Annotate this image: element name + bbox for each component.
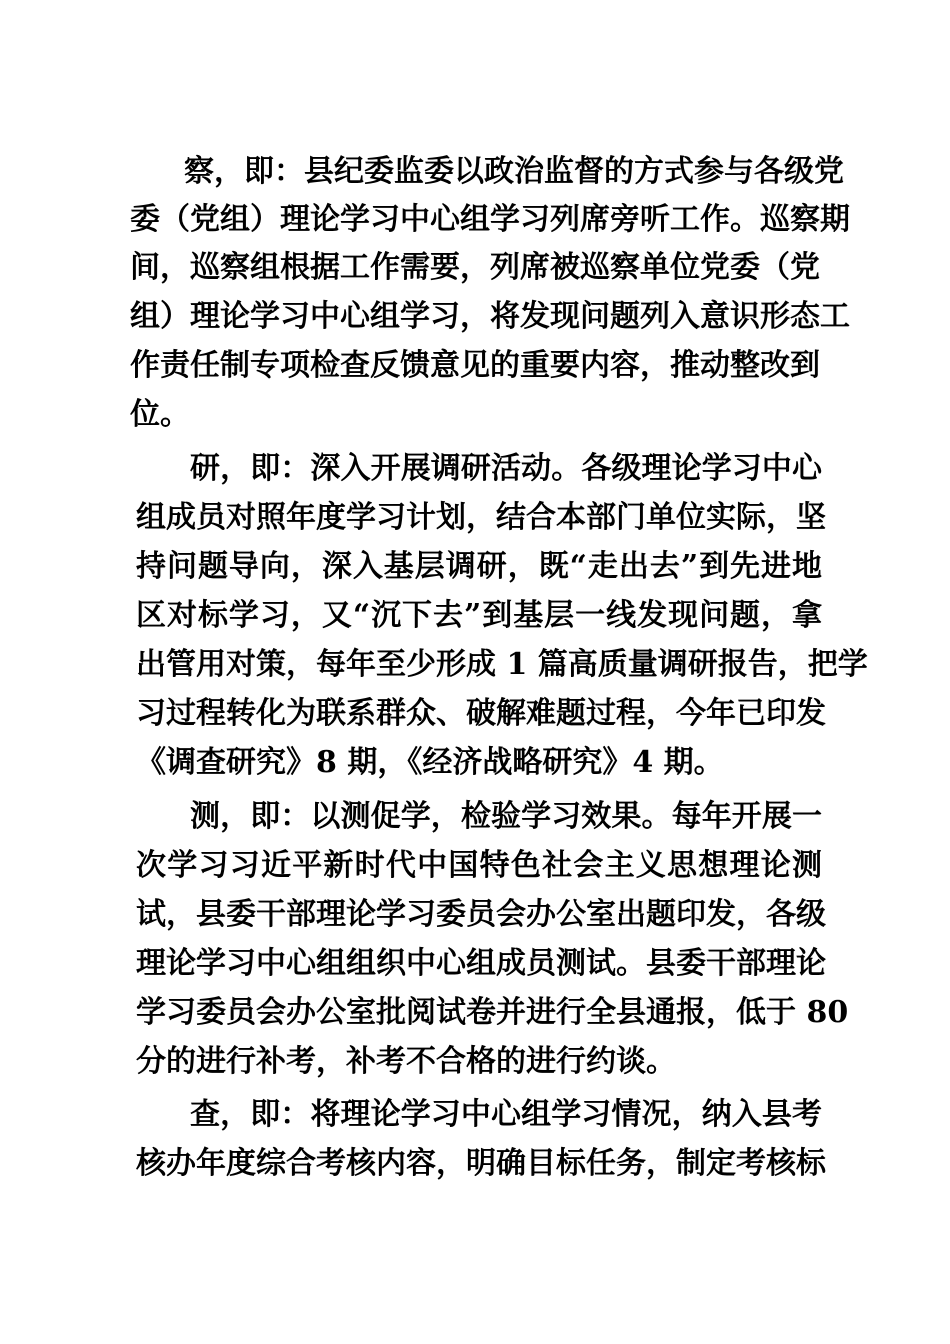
text-line: 组成员对照年度学习计划，结合本部门单位实际，坚 (136, 500, 826, 535)
text-line: 测，即：以测促学，检验学习效果。每年开展一 (190, 799, 822, 834)
text-line: 分的进行补考，补考不合格的进行约谈。 (136, 1044, 676, 1079)
text-line: 核办年度综合考核内容，明确目标任务，制定考核标 (136, 1146, 826, 1181)
text-line: 理论学习中心组组织中心组成员测试。县委干部理论 (136, 946, 826, 981)
text-line: 察，即：县纪委监委以政治监督的方式参与各级党 (184, 154, 844, 189)
text-line: 查，即：将理论学习中心组学习情况，纳入县考 (190, 1097, 822, 1132)
text-line: 习过程转化为联系群众、破解难题过程，今年已印发 (136, 696, 826, 731)
text-line: 委（党组）理论学习中心组学习列席旁听工作。巡察期 (130, 202, 850, 237)
text-line: 组）理论学习中心组学习，将发现问题列入意识形态工 (130, 299, 850, 334)
text-line: 作责任制专项检查反馈意见的重要内容，推动整改到 (130, 348, 820, 383)
text-line: 《调查研究》8 期，《经济战略研究》4 期。 (136, 745, 724, 780)
text-line: 间，巡察组根据工作需要，列席被巡察单位党委（党 (130, 250, 820, 285)
text-line: 出管用对策，每年至少形成 1 篇高质量调研报告，把学 (136, 647, 868, 682)
text-line: 试，县委干部理论学习委员会办公室出题印发，各级 (136, 897, 826, 932)
text-line: 研，即：深入开展调研活动。各级理论学习中心 (190, 451, 822, 486)
text-line: 次学习习近平新时代中国特色社会主义思想理论测 (136, 848, 822, 883)
text-line: 学习委员会办公室批阅试卷并进行全县通报，低于 80 (136, 995, 849, 1030)
text-line: 位。 (130, 397, 190, 432)
text-line: 持问题导向，深入基层调研，既“走出去”到先进地 (136, 549, 822, 584)
text-line: 区对标学习，又“沉下去”到基层一线发现问题，拿 (136, 598, 822, 633)
